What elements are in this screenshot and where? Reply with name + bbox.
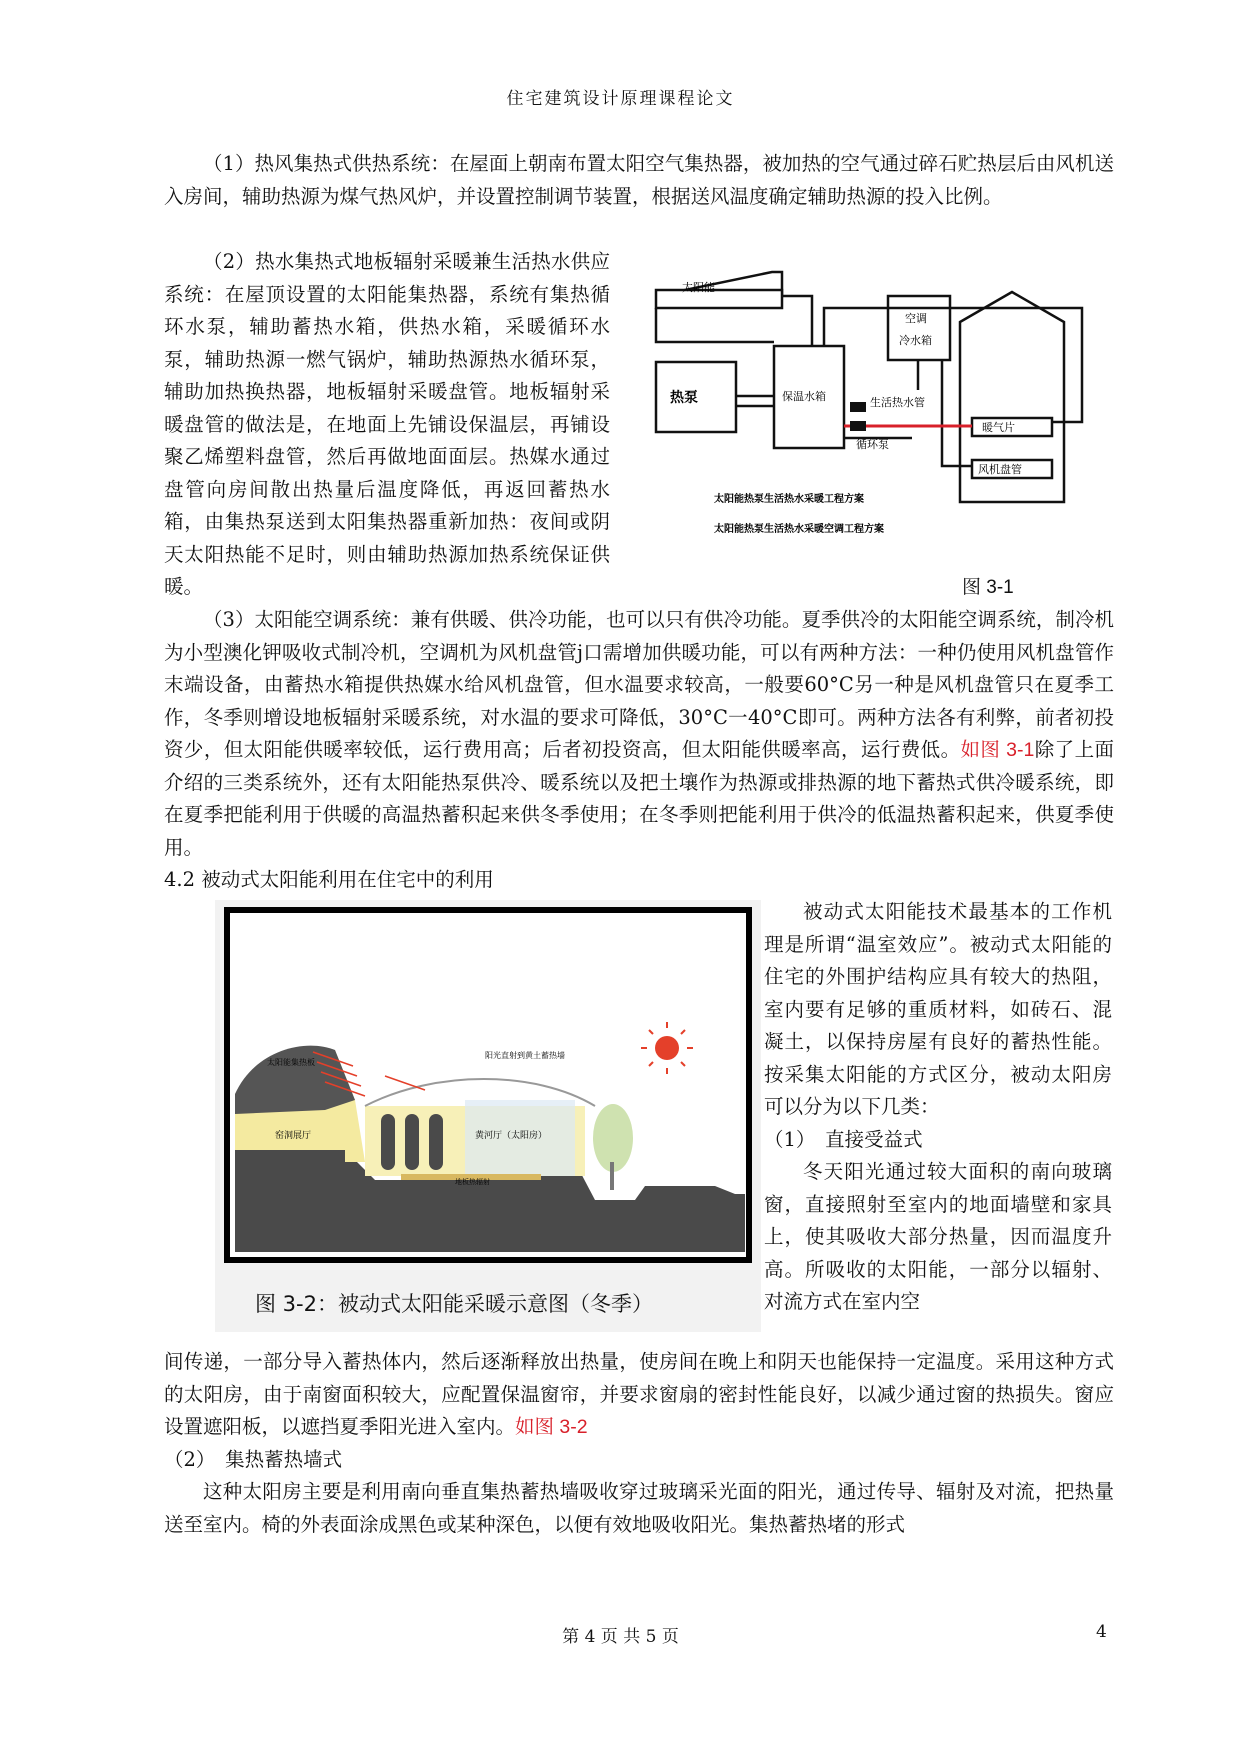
- paragraph-1: [164, 148, 1114, 213]
- paragraph-4-text: 被动式太阳能技术最基本的工作机理是所谓“温室效应”。被动式太阳能的住宅的外围护结构应具有较大的热阻，室内要有足够的重质材料，如砖石、混凝土，以保持房屋有良好的蓄热性能。按采集太阳能的方式区分，被动太阳房可以分为以下几类：: [764, 900, 1112, 1118]
- figure-3-2-reference[interactable]: 如图 3-2: [515, 1416, 588, 1438]
- paragraph-3-part-b: 除了上面介绍的三类系统外，还有太阳能热泵供冷、暖系统以及把土壤作为热源或排热源的地下蓄热式供冷暖系统，即在夏季把能利用于供暖的高温热蓄积起来供冬季使用；在冬季则把能利用于供冷的低温热蓄积起来，供夏季使用。: [164, 738, 1114, 859]
- label-ac-tank-1: 空调: [905, 312, 927, 325]
- label-cave-hall: 窑洞展厅: [275, 1131, 312, 1141]
- paragraph-3: [164, 604, 1114, 897]
- figure-3-1: [642, 266, 1102, 546]
- paragraph-3-text: [164, 604, 1114, 864]
- label-circ-pump: 循环泵: [856, 438, 889, 451]
- label-sunlight: 阳光直射到黄土蓄热墙: [485, 1051, 565, 1060]
- label-sunroom: 黄河厅（太阳房）: [475, 1131, 548, 1141]
- paragraph-5: [164, 1346, 1114, 1541]
- paragraph-5-right-text: 冬天阳光通过较大面积的南向玻璃窗，直接照射至室内的地面墙壁和家具上，使其吸收大部分热量，因而温度升高。所吸收的太阳能，一部分以辐射、对流方式在室内空: [764, 1160, 1112, 1313]
- paragraph-5-body: 间传递，一部分导入蓄热体内，然后逐渐释放出热量，使房间在晚上和阴天也能保持一定温度。采用这种方式的太阳房，由于南窗面积较大，应配置保温窗帘，并要求窗扇的密封性能良好，以减少通过窗的热损失。窗应设置遮阳板，以遮挡夏季阳光进入室内。: [164, 1350, 1114, 1438]
- right-column: [764, 896, 1112, 1319]
- figure-3-2-caption: 图 3-2：被动式太阳能采暖示意图（冬季）: [255, 1292, 653, 1316]
- label-scheme-1: 太阳能热泵生活热水采暖工程方案: [714, 494, 864, 505]
- label-ac-tank-2: 冷水箱: [899, 334, 932, 347]
- sun-icon: [655, 1036, 679, 1060]
- figure-3-1-reference[interactable]: 如图 3-1: [960, 739, 1035, 761]
- page-number: 4: [1096, 1622, 1107, 1642]
- label-scheme-2: 太阳能热泵生活热水采暖空调工程方案: [714, 524, 884, 535]
- paragraph-3-part-a: （3）太阳能空调系统：兼有供暖、供冷功能，也可以只有供冷功能。夏季供冷的太阳能空调系统，制冷机为小型澳化钾吸收式制冷机，空调机为风机盘管j口需增加供暖功能，可以有两种方法：一种仍使用风机盘管作末端设备，由蓄热水箱提供热媒水给风机盘管，但水温要求较高，一般要60°C另一种是风机盘管只在夏季工作，冬季则增设地板辐射采暖系统，对水温的要求可降低，30°C一40°C即可。两种方法各有利弊，前者初投资少，但太阳能供暖率较低，运行费用高；后者初投资高，但太阳能供暖率高，运行费低。: [164, 608, 1114, 761]
- paragraph-6-text: 这种太阳房主要是利用南向垂直集热蓄热墙吸收穿过玻璃采光面的阳光，通过传导、辐射及对流，把热量送至室内。椅的外表面涂成黑色或某种深色，以便有效地吸收阳光。集热蓄热堵的形式: [164, 1480, 1114, 1536]
- page-footer: 第 4 页 共 5 页: [562, 1627, 679, 1647]
- section-heading-4-2: 4.2 被动式太阳能利用在住宅中的利用: [164, 868, 494, 891]
- passive-solar-diagram: [215, 900, 761, 1280]
- label-hot-water-pipe: 生活热水管: [870, 396, 925, 409]
- item-2-heading: （2） 集热蓄热墙式: [164, 1447, 343, 1471]
- paragraph-2-text: （2）热水集热式地板辐射采暖兼生活热水供应系统：在屋顶设置的太阳能集热器，系统有集热循环水泵，辅助蓄热水箱，供热水箱，采暖循环水泵，辅助热源一燃气锅炉，辅助热源热水循环泵，辅助加热换热器，地板辐射采暖盘管。地板辐射采暖盘管的做法是，在地面上先铺设保温层，再铺设聚乙烯塑料盘管，然后再做地面面层。热媒水通过盘管向房间散出热量后温度降低，再返回蓄热水箱，由集热泵送到太阳集热器重新加热：夜间或阴天太阳热能不足时，则由辅助热源加热系统保证供暖。: [164, 250, 610, 598]
- paragraph-5-text: [164, 1346, 1114, 1444]
- ac-tank-shape: [888, 296, 950, 360]
- label-solar: 太阳能: [682, 281, 715, 294]
- item-1-heading: （1） 直接受益式: [764, 1127, 923, 1151]
- pump-icon-2: [850, 421, 866, 431]
- label-collector: 太阳能集热板: [267, 1058, 315, 1067]
- solar-heat-pump-diagram: [642, 266, 1102, 546]
- page-header: 住宅建筑设计原理课程论文: [506, 89, 735, 109]
- label-storage-tank: 保温水箱: [782, 390, 826, 403]
- pump-icon: [850, 402, 866, 412]
- figure-3-2: [215, 900, 761, 1332]
- label-heat-pump: 热泵: [670, 390, 698, 406]
- figure-3-1-caption: 图 3-1: [962, 577, 1014, 598]
- label-radiator: 暖气片: [982, 421, 1015, 434]
- label-fan-coil: 风机盘管: [978, 463, 1022, 476]
- label-floor: 地板热辐射: [455, 1178, 490, 1186]
- paragraph-2: [164, 246, 610, 604]
- paragraph-1-text: （1）热风集热式供热系统：在屋面上朝南布置太阳空气集热器，被加热的空气通过碎石贮热层后由风机送入房间，辅助热源为煤气热风炉，并设置控制调节装置，根据送风温度确定辅助热源的投入比例。: [164, 152, 1114, 208]
